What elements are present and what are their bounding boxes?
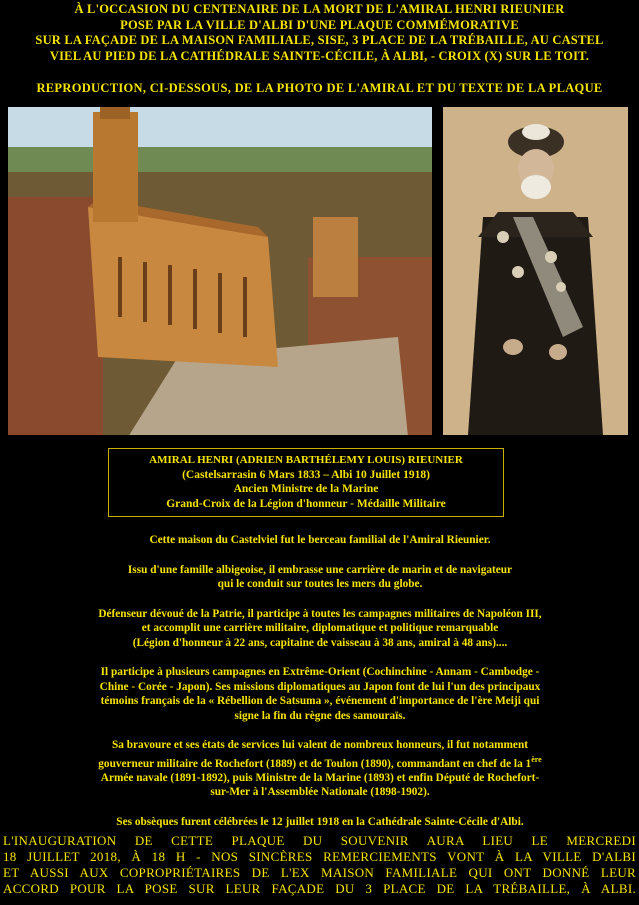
bio-line: Ses obsèques furent célébrées le 12 juillet 1918 en la Cathédrale Sainte-Cécile d'Albi. (116, 815, 524, 828)
bio-line: témoins français de la « Rébellion de Satsuma », événement d'importance de l'ère Meiji qui (100, 695, 540, 707)
bio-paragraph-1 (40, 533, 600, 548)
inauguration-notice (3, 833, 636, 897)
bio-paragraph-6 (40, 815, 600, 830)
decorative-strip (631, 108, 639, 434)
biography-text (40, 533, 600, 844)
plaque-dates: (Castelsarrasin 6 Mars 1833 – Albi 10 Juillet 1918) (182, 468, 430, 481)
bio-line: gouverneur militaire de Rochefort (1889) et de Toulon (1890), commandant en chef de la 1 (98, 757, 532, 770)
bio-line: Cette maison du Castelviel fut le berceau familial de l'Amiral Rieunier. (149, 534, 491, 546)
bio-line: signe la fin du règne des samouraïs. (234, 709, 406, 722)
bio-line: Défenseur dévoué de la Patrie, il participe à toutes les campagnes militaires de Napoléon III, (98, 607, 542, 620)
header-line-1: À L'OCCASION DU CENTENAIRE DE LA MORT DE L'AMIRAL HENRI RIEUNIER (74, 2, 565, 16)
bio-line: Chine - Corée - Japon). Ses missions diplomatiques au Japon font de lui l'un des principaux (99, 680, 541, 693)
bio-line: Il participe à plusieurs campagnes en Extrême-Orient (Cochinchine - Annam - Cambodge - (100, 666, 540, 678)
photo-caption-heading: REPRODUCTION, CI-DESSOUS, DE LA PHOTO DE L'AMIRAL ET DU TEXTE DE LA PLAQUE (36, 81, 603, 95)
page-header (0, 2, 639, 64)
bio-line: Sa bravoure et ses états de services lui valent de nombreux honneurs, il fut notamment (112, 739, 528, 751)
plaque-name: AMIRAL HENRI (ADRIEN BARTHÉLEMY LOUIS) RIEUNIER (149, 454, 463, 466)
cathedral-photo (8, 107, 432, 435)
header-line-3: SUR LA FAÇADE DE LA MAISON FAMILIALE, SISE, 3 PLACE DE LA TRÉBAILLE, AU CASTEL (35, 33, 604, 47)
footer-line-2: 18 JUILLET 2018, À 18 H - NOS SINCÈRES REMERCIEMENTS VONT À LA VILLE D'ALBI (3, 849, 636, 864)
bio-line: qui le conduit sur toutes les mers du globe. (217, 578, 423, 590)
header-line-4: VIEL AU PIED DE LA CATHÉDRALE SAINTE-CÉCILE, À ALBI, - CROIX (X) SUR LE TOIT. (49, 48, 590, 63)
bio-line: et accomplit une carrière militaire, diplomatique et politique remarquable (141, 622, 499, 634)
bio-line: sur-Mer à l'Assemblée Nationale (1898-1902). (210, 786, 430, 799)
bio-paragraph-5 (40, 738, 600, 800)
bio-line: Armée navale (1891-1892), puis Ministre de la Marine (1893) et enfin Député de Rochefort- (100, 771, 540, 784)
header-line-2: POSE PAR LA VILLE D'ALBI D'UNE PLAQUE COMMÉMORATIVE (120, 17, 519, 32)
bio-paragraph-3 (40, 607, 600, 651)
footer-line-1: L'INAUGURATION DE CETTE PLAQUE DU SOUVENIR AURA LIEU LE MERCREDI (3, 833, 636, 848)
bio-line: Issu d'une famille albigeoise, il embrasse une carrière de marin et de navigateur (127, 563, 513, 576)
plaque-honours: Grand-Croix de la Légion d'honneur - Médaille Militaire (166, 497, 446, 510)
bio-paragraph-2 (40, 563, 600, 592)
footer-line-4: ACCORD POUR LA POSE SUR LEUR FAÇADE DU 3 PLACE DE LA TRÉBAILLE, À ALBI. (3, 881, 636, 896)
plaque-title: Ancien Ministre de la Marine (233, 483, 379, 495)
bio-line: (Légion d'honneur à 22 ans, capitaine de vaisseau à 38 ans, amiral à 48 ans).... (132, 636, 508, 649)
plaque-text (108, 448, 504, 517)
admiral-portrait (443, 107, 628, 435)
bio-paragraph-4 (40, 665, 600, 723)
footer-line-3: ET AUSSI AUX COPROPRIÉTAIRES DE L'EX MAISON FAMILIALE QUI ONT DONNÉ LEUR (3, 865, 636, 880)
superscript: ère (531, 754, 542, 764)
